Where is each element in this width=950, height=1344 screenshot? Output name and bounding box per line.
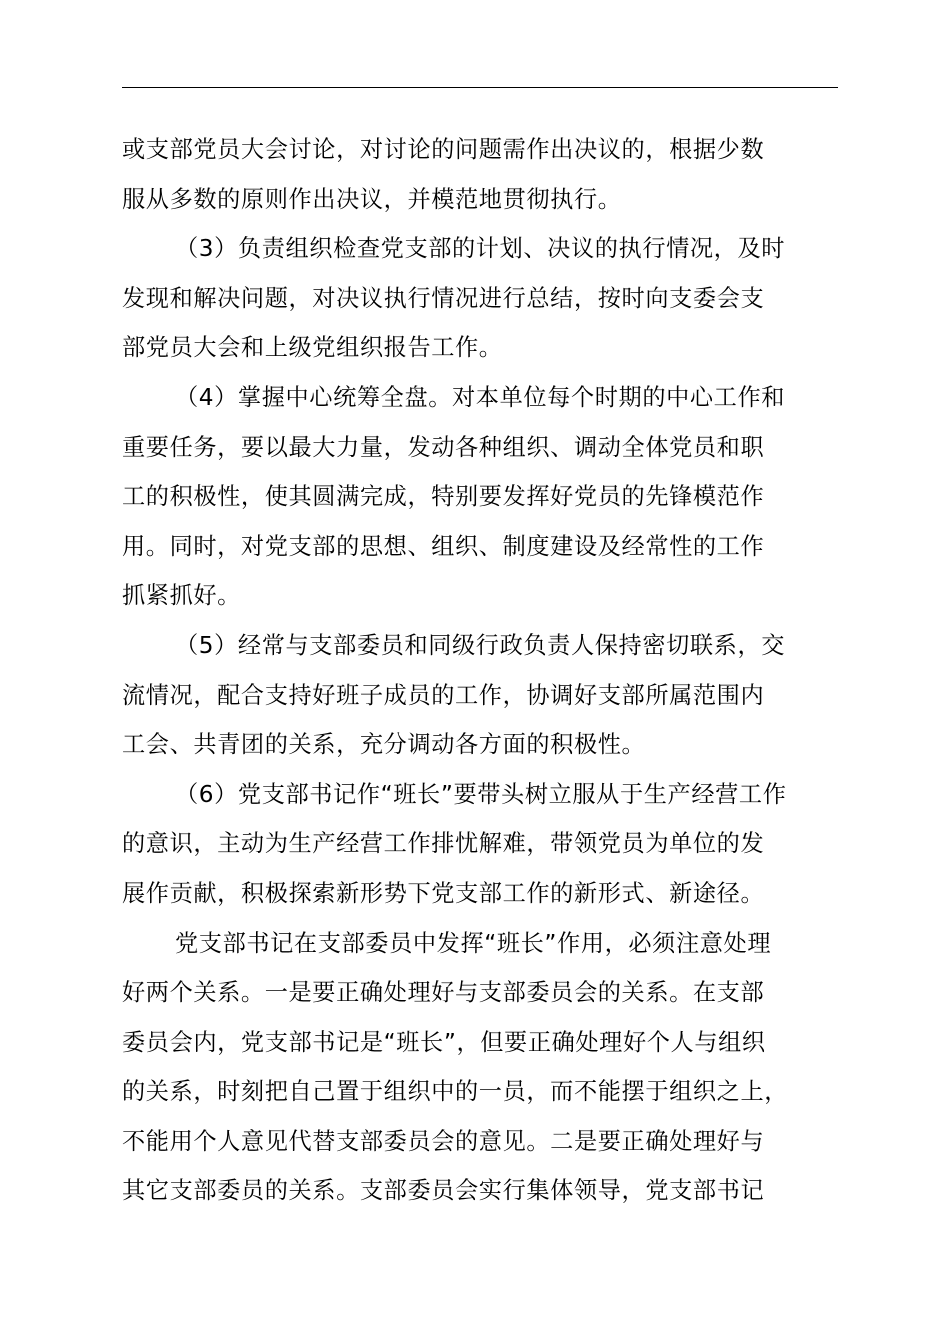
text-line: 流情况，配合支持好班子成员的工作，协调好支部所属范围内 — [122, 681, 765, 709]
text-line: 的意识，主动为生产经营工作排忧解难，带领党员为单位的发 — [122, 830, 765, 858]
text-line: 发现和解决问题，对决议执行情况进行总结，按时向支委会支 — [122, 284, 765, 312]
document-body — [122, 125, 862, 1216]
paragraph-start-line: （4）掌握中心统筹全盘。对本单位每个时期的中心工作和 — [175, 383, 786, 411]
text-line: 好两个关系。一是要正确处理好与支部委员会的关系。在支部 — [122, 979, 765, 1007]
header-rule — [122, 87, 838, 88]
text-line: 服从多数的原则作出决议，并模范地贯彻执行。 — [122, 185, 622, 213]
text-line: 或支部党员大会讨论，对讨论的问题需作出决议的，根据少数 — [122, 136, 765, 163]
text-line: 其它支部委员的关系。支部委员会实行集体领导，党支部书记 — [122, 1177, 765, 1205]
paragraph-start-line: （6）党支部书记作“班长”要带头树立服从于生产经营工作 — [175, 780, 787, 808]
text-line: 工会、共青团的关系，充分调动各方面的积极性。 — [122, 731, 646, 759]
text-line: 的关系，时刻把自己置于组织中的一员，而不能摆于组织之上， — [122, 1078, 789, 1106]
text-line: 部党员大会和上级党组织报告工作。 — [122, 334, 503, 362]
text-line: 用。同时，对党支部的思想、组织、制度建设及经常性的工作 — [122, 532, 765, 560]
text-line: 工的积极性，使其圆满完成，特别要发挥好党员的先锋模范作 — [122, 483, 765, 511]
text-line: 展作贡献，积极探索新形势下党支部工作的新形式、新途径。 — [122, 879, 765, 907]
text-line: 重要任务，要以最大力量，发动各种组织、调动全体党员和职 — [122, 433, 765, 461]
paragraph-start-line: （5）经常与支部委员和同级行政负责人保持密切联系，交 — [175, 631, 786, 659]
text-line: 抓紧抓好。 — [122, 582, 241, 610]
text-line: 委员会内，党支部书记是“班长”，但要正确处理好个人与组织 — [122, 1028, 766, 1056]
paragraph-start-line: 党支部书记在支部委员中发挥“班长”作用，必须注意处理 — [175, 929, 772, 957]
paragraph-start-line: （3）负责组织检查党支部的计划、决议的执行情况，及时 — [175, 235, 786, 263]
text-line: 不能用个人意见代替支部委员会的意见。二是要正确处理好与 — [122, 1127, 765, 1155]
